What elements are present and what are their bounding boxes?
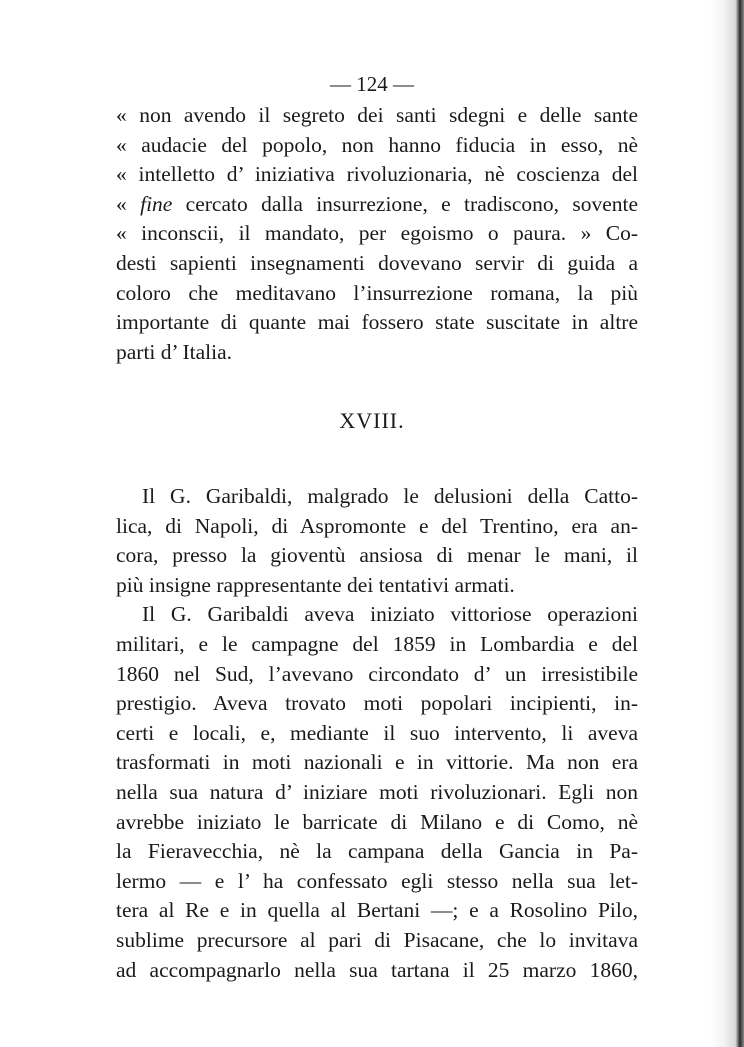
text-line: « inconscii, il mandato, per egoismo o paura. » Co- bbox=[116, 221, 638, 246]
line-prefix: « bbox=[116, 191, 141, 216]
text-line: Il G. Garibaldi aveva iniziato vittoriose operazioni bbox=[142, 602, 638, 627]
text-line: la Fieravecchia, nè la campana della Gancia in Pa- bbox=[116, 839, 638, 864]
text-line: « intelletto d’ iniziativa rivoluzionaria, nè coscienza del bbox=[116, 162, 638, 187]
italic-word: fine bbox=[140, 191, 173, 216]
body-text bbox=[116, 482, 638, 985]
text-line: tera al Re e in quella al Bertani —; e a Rosolino Pilo, bbox=[116, 898, 638, 923]
text-line: prestigio. Aveva trovato moti popolari incipienti, in- bbox=[116, 691, 638, 716]
top-paragraph bbox=[116, 101, 638, 367]
page-number: — 124 — bbox=[330, 72, 414, 96]
text-line-with-italic bbox=[116, 190, 638, 220]
text-line: militari, e le campagne del 1859 in Lombardia e del bbox=[116, 631, 638, 656]
text-line: desti sapienti insegnamenti dovevano servir di guida a bbox=[116, 250, 638, 275]
text-line: più insigne rappresentante dei tentativi armati. bbox=[116, 572, 515, 597]
text-line: lermo — e l’ ha confessato egli stesso nella sua let- bbox=[116, 868, 638, 893]
text-line: 1860 nel Sud, l’avevano circondato d’ un irresistibile bbox=[116, 661, 638, 686]
text-line: « non avendo il segreto dei santi sdegni e delle sante bbox=[116, 103, 638, 127]
text-line: trasformati in moti nazionali e in vittorie. Ma non era bbox=[116, 750, 638, 775]
page-edge-shadow bbox=[710, 0, 744, 1047]
text-line: certi e locali, e, mediante il suo intervento, li aveva bbox=[116, 720, 638, 745]
text-line: lica, di Napoli, di Aspromonte e del Trentino, era an- bbox=[116, 513, 638, 538]
text-line: Il G. Garibaldi, malgrado le delusioni della Catto- bbox=[142, 484, 638, 508]
text-line: sublime precursore al pari di Pisacane, che lo invitava bbox=[116, 927, 638, 952]
text-line: importante di quante mai fossero state suscitate in altre bbox=[116, 310, 638, 335]
text-line: avrebbe iniziato le barricate di Milano e di Como, nè bbox=[116, 809, 638, 834]
section-heading: XVIII. bbox=[339, 408, 405, 433]
text-line: cora, presso la gioventù ansiosa di menar le mani, il bbox=[116, 543, 638, 568]
text-line: parti d’ Italia. bbox=[116, 339, 233, 364]
text-line: ad accompagnarlo nella sua tartana il 25 marzo 1860, bbox=[116, 957, 638, 982]
text-line: coloro che meditavano l’insurrezione romana, la più bbox=[116, 280, 638, 305]
text-line: « audacie del popolo, non hanno fiducia in esso, nè bbox=[116, 132, 638, 157]
text-line: nella sua natura d’ iniziare moti rivoluzionari. Egli non bbox=[116, 779, 638, 804]
line-suffix: cercato dalla insurrezione, e tradiscono, sovente bbox=[172, 191, 639, 216]
